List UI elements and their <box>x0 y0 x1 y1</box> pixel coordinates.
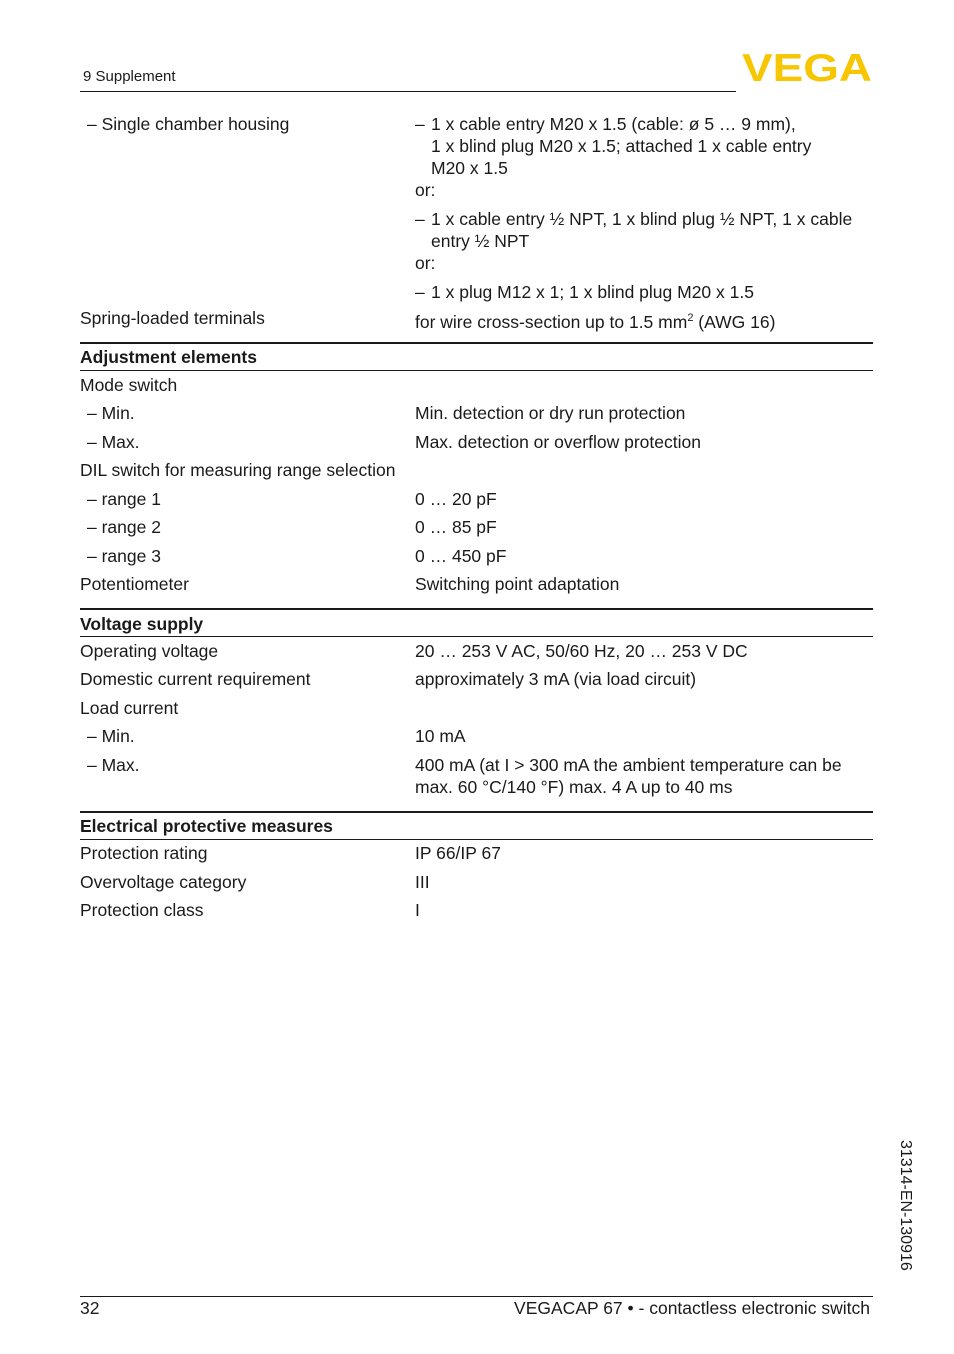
header-rule <box>80 91 736 92</box>
spring-terminals-value: for wire cross-section up to 1.5 $mm^2$ (AWG 16) <box>415 311 776 332</box>
range2-value: 0 … 85 pF <box>415 517 497 537</box>
electrical-heading: Electrical protective measures <box>80 816 333 836</box>
protection-class-label: Protection class <box>80 900 204 920</box>
section-rule <box>80 370 873 371</box>
adjustment-heading: Adjustment elements <box>80 347 257 367</box>
vega-logo-text: VEGA <box>742 50 872 84</box>
op-voltage-value: 20 … 253 V AC, 50/60 Hz, 20 … 253 V DC <box>415 641 748 661</box>
mode-min-value: Min. detection or dry run protection <box>415 403 686 423</box>
document-number: 31314-EN-130916 <box>897 1140 914 1271</box>
overvoltage-value: III <box>415 872 430 892</box>
protection-class-value: I <box>415 900 420 920</box>
range3-value: 0 … 450 pF <box>415 546 507 566</box>
mode-max-value: Max. detection or overflow protection <box>415 432 701 452</box>
domestic-current-value: approximately 3 mA (via load circuit) <box>415 669 697 689</box>
vega-logo <box>741 50 873 84</box>
page-number: 32 <box>80 1298 100 1318</box>
section-rule <box>80 636 873 637</box>
footer-title: VEGACAP 67 • - contactless electronic switch <box>514 1298 870 1318</box>
pot-value: Switching point adaptation <box>415 574 620 594</box>
section-rule <box>80 811 873 813</box>
load-current-label: Load current <box>80 698 179 718</box>
range2-label: – range 2 <box>87 517 161 537</box>
pot-label: Potentiometer <box>80 574 189 594</box>
section-rule <box>80 608 873 610</box>
voltage-heading: Voltage supply <box>80 614 204 634</box>
load-min-value: 10 mA <box>415 726 466 746</box>
domestic-current-label: Domestic current requirement <box>80 669 311 689</box>
section-rule <box>80 839 873 840</box>
mode-max-label: – Max. <box>87 432 140 452</box>
range1-value: 0 … 20 pF <box>415 489 497 509</box>
op-voltage-label: Operating voltage <box>80 641 219 661</box>
range1-label: – range 1 <box>87 489 161 509</box>
protection-rating-label: Protection rating <box>80 843 208 863</box>
section-rule <box>80 342 873 344</box>
mode-min-label: – Min. <box>87 403 135 423</box>
spring-terminals-label: Spring-loaded terminals <box>80 308 265 328</box>
dil-label: DIL switch for measuring range selection <box>80 460 396 480</box>
single-chamber-label: – Single chamber housing <box>87 114 290 134</box>
protection-rating-value: IP 66/IP 67 <box>415 843 501 863</box>
range3-label: – range 3 <box>87 546 161 566</box>
overvoltage-label: Overvoltage category <box>80 872 247 892</box>
single-chamber-value: – 1 x cable entry M20 x 1.5 (cable: ø 5 … 9 mm), 1 x blind plug M20 x 1.5; attached 1 x cable entry M20 x 1.5 or: – 1 x cable entry ½ NPT, 1 x blind plug ½ NPT, 1 x cable entry ½ NPT or: – 1 x plug M12 x 1; 1 x blind plug M20 x 1.5 <box>415 114 853 302</box>
load-min-label: – Min. <box>87 726 135 746</box>
mode-switch-label: Mode switch <box>80 375 178 395</box>
load-max-label: – Max. <box>87 755 140 775</box>
section-heading: 9 Supplement <box>83 68 176 85</box>
footer-rule <box>80 1296 873 1297</box>
load-max-value: 400 mA (at I > 300 mA the ambient temperature can be max. 60 °C/140 °F) max. 4 A up to 40 ms <box>415 755 842 797</box>
